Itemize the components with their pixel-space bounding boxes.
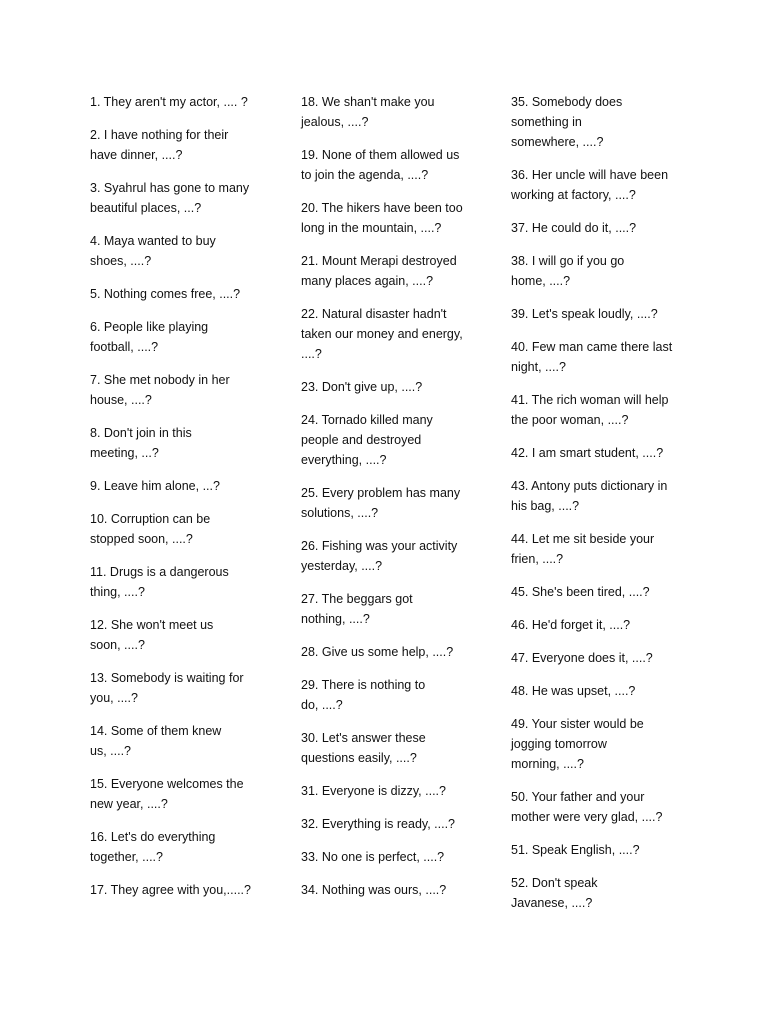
question-item: 42. I am smart student, ....? xyxy=(511,446,664,460)
question-item: 17. They agree with you,.....? xyxy=(90,883,251,897)
question-item: 6. People like playing football, ....? xyxy=(90,320,209,354)
question-item: 39. Let's speak loudly, ....? xyxy=(511,307,658,321)
question-item: 35. Somebody does something in somewhere, ....? xyxy=(511,95,623,149)
question-item: 13. Somebody is waiting for you, ....? xyxy=(90,671,244,705)
question-item: 11. Drugs is a dangerous thing, ....? xyxy=(90,565,229,599)
question-item: 36. Her uncle will have been working at factory, ....? xyxy=(511,168,669,202)
question-item: 43. Antony puts dictionary in his bag, ....? xyxy=(511,479,668,513)
question-item: 25. Every problem has many solutions, ....? xyxy=(301,486,461,520)
question-item: 49. Your sister would be jogging tomorrow morning, ....? xyxy=(511,717,644,771)
question-item: 46. He'd forget it, ....? xyxy=(511,618,631,632)
question-item: 32. Everything is ready, ....? xyxy=(301,817,456,831)
question-item: 38. I will go if you go home, ....? xyxy=(511,254,625,288)
question-column-1 xyxy=(90,92,270,913)
question-item: 48. He was upset, ....? xyxy=(511,684,636,698)
question-item: 4. Maya wanted to buy shoes, ....? xyxy=(90,234,216,268)
question-item: 33. No one is perfect, ....? xyxy=(301,850,445,864)
question-item: 18. We shan't make you jealous, ....? xyxy=(301,95,435,129)
question-item: 2. I have nothing for their have dinner, ....? xyxy=(90,128,229,162)
question-item: 30. Let's answer these questions easily, ....? xyxy=(301,731,426,765)
question-item: 45. She's been tired, ....? xyxy=(511,585,650,599)
question-item: 22. Natural disaster hadn't taken our money and energy, ....? xyxy=(301,307,463,361)
question-item: 20. The hikers have been too long in the mountain, ....? xyxy=(301,201,463,235)
question-item: 41. The rich woman will help the poor woman, ....? xyxy=(511,393,669,427)
question-item: 31. Everyone is dizzy, ....? xyxy=(301,784,446,798)
question-column-3 xyxy=(511,92,691,926)
question-item: 28. Give us some help, ....? xyxy=(301,645,454,659)
question-item: 47. Everyone does it, ....? xyxy=(511,651,653,665)
question-item: 16. Let's do everything together, ....? xyxy=(90,830,216,864)
question-item: 8. Don't join in this meeting, ...? xyxy=(90,426,192,460)
question-item: 26. Fishing was your activity yesterday, ....? xyxy=(301,539,458,573)
question-item: 34. Nothing was ours, ....? xyxy=(301,883,447,897)
question-item: 12. She won't meet us soon, ....? xyxy=(90,618,214,652)
question-item: 15. Everyone welcomes the new year, ....? xyxy=(90,777,244,811)
question-item: 37. He could do it, ....? xyxy=(511,221,637,235)
question-item: 23. Don't give up, ....? xyxy=(301,380,423,394)
question-item: 24. Tornado killed many people and destroyed everything, ....? xyxy=(301,413,433,467)
question-item: 9. Leave him alone, ...? xyxy=(90,479,220,493)
question-item: 19. None of them allowed us to join the agenda, ....? xyxy=(301,148,460,182)
question-item: 50. Your father and your mother were very glad, ....? xyxy=(511,790,663,824)
question-item: 29. There is nothing to do, ....? xyxy=(301,678,426,712)
question-item: 3. Syahrul has gone to many beautiful places, ...? xyxy=(90,181,250,215)
question-item: 1. They aren't my actor, .... ? xyxy=(90,95,248,109)
question-item: 52. Don't speak Javanese, ....? xyxy=(511,876,598,910)
question-item: 40. Few man came there last night, ....? xyxy=(511,340,673,374)
question-item: 10. Corruption can be stopped soon, ....? xyxy=(90,512,211,546)
question-item: 21. Mount Merapi destroyed many places again, ....? xyxy=(301,254,457,288)
question-item: 44. Let me sit beside your frien, ....? xyxy=(511,532,655,566)
question-column-2 xyxy=(301,92,481,913)
question-item: 14. Some of them knew us, ....? xyxy=(90,724,222,758)
question-item: 27. The beggars got nothing, ....? xyxy=(301,592,413,626)
question-item: 5. Nothing comes free, ....? xyxy=(90,287,241,301)
question-item: 51. Speak English, ....? xyxy=(511,843,640,857)
question-item: 7. She met nobody in her house, ....? xyxy=(90,373,230,407)
